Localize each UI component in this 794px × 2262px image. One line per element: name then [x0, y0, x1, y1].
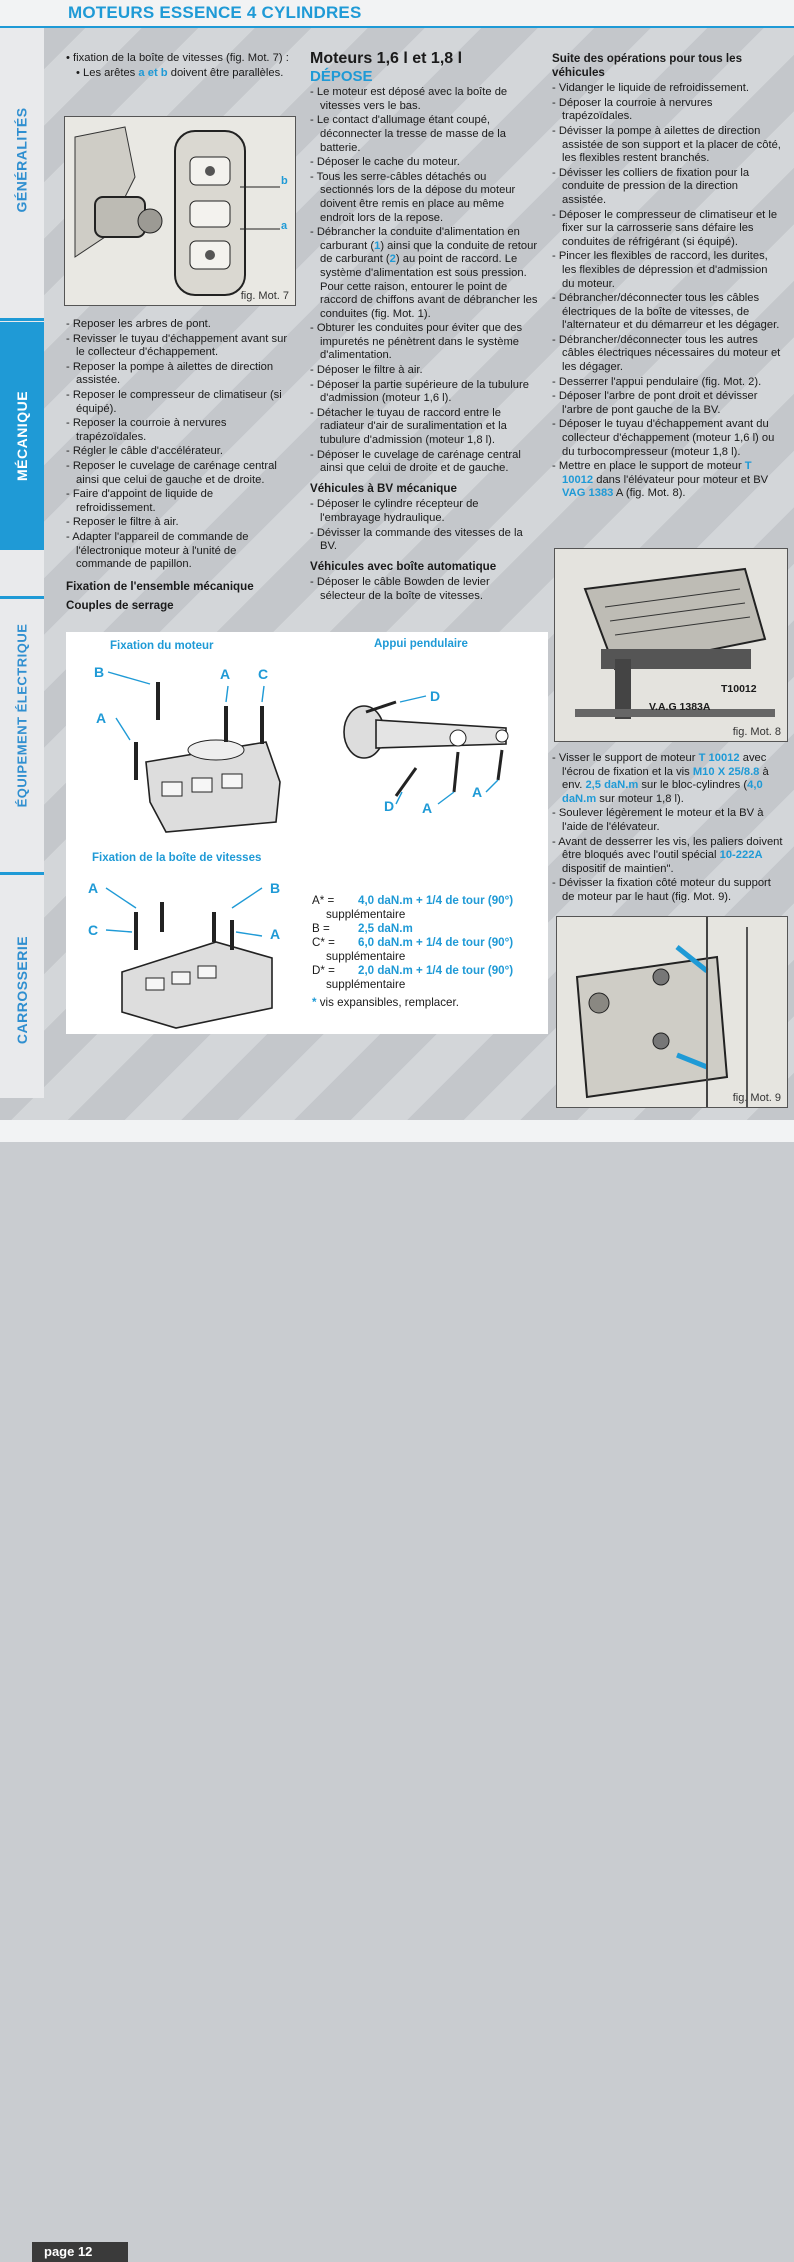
list-item: - Reposer les arbres de pont.	[66, 318, 294, 332]
list-item: - Adapter l'appareil de commande de l'électronique moteur à l'unité de commande de papillon.	[66, 531, 294, 572]
list-item: - Déposer la courroie à nervures trapézoïdales.	[552, 97, 782, 124]
list-item: - Déposer le tuyau d'échappement avant du collecteur d'échappement (moteur 1,6 l) ou du turbocompresseur (moteur 1,8 l).	[552, 418, 782, 459]
list-item: - Reposer le cuvelage de carénage central ainsi que celui de gauche et de droite.	[66, 460, 294, 487]
sub-bullet-aretes: • Les arêtes a et b doivent être parallèles.	[66, 67, 294, 81]
list-item: - Tous les serre-câbles détachés ou sectionnés lors de la dépose du moteur doivent être remis en place au même endroit lors de la repose.	[310, 171, 538, 225]
heading-suite-operations: Suite des opérations pour tous les véhicules	[552, 52, 743, 79]
torque-list: A* = 4,0 daN.m + 1/4 de tour (90°) supplémentaire B = 2,5 daN.m C* = 6,0 daN.m + 1/4 de tour (90°) supplémentaire D* = 2,0 daN.m + 1/4 de tour (90°) supplémentaire * vis expansibles, remplacer.	[312, 894, 540, 1010]
torque-row-d: D* = 2,0 daN.m + 1/4 de tour (90°)	[312, 964, 514, 977]
column-3-lower	[552, 752, 784, 906]
tab-divider	[0, 318, 44, 321]
list-item: - Déposer le cylindre récepteur de l'embrayage hydraulique.	[310, 498, 538, 525]
list-item: - Vidanger le liquide de refroidissement.	[552, 82, 782, 96]
torque-row-b: B = 2,5 daN.m	[312, 922, 413, 935]
page-number: page 12	[32, 2242, 128, 2262]
fig8-label-vag: V.A.G 1383A	[649, 701, 711, 713]
section-subtitle-depose: DÉPOSE	[310, 67, 373, 85]
list-item-visser: - Visser le support de moteur T 10012 avec l'écrou de fixation et la vis M10 X 25/8.8 à env. 2,5 daN.m sur le bloc-cylindres (4,0 daN.m sur moteur 1,8 l).	[552, 752, 784, 806]
list-item: - Déposer le câble Bowden de levier sélecteur de la boîte de vitesses.	[310, 576, 538, 603]
section-title-moteurs: Moteurs 1,6 l et 1,8 l	[310, 50, 463, 67]
torque-note: * vis expansibles, remplacer.	[312, 996, 459, 1009]
list-item: - Desserrer l'appui pendulaire (fig. Mot. 2).	[552, 376, 782, 390]
bullet-fixation: • fixation de la boîte de vitesses (fig. Mot. 7) :	[66, 52, 294, 66]
fig7-label-a: a	[281, 220, 288, 232]
callout-a: A	[270, 926, 281, 942]
list-item-support: - Mettre en place le support de moteur T 10012 dans l'élévateur pour moteur et BV VAG 1383 A (fig. Mot. 8).	[552, 460, 782, 501]
list-item: - Débrancher/déconnecter tous les autres câbles électriques nécessaires du moteur et les dégager.	[552, 334, 782, 375]
callout-a: A	[88, 880, 99, 896]
list-item: - Déposer la partie supérieure de la tubulure d'admission (moteur 1,6 l).	[310, 379, 538, 406]
list-item-fuel: - Débrancher la conduite d'alimentation en carburant (1) ainsi que la conduite de retour de carburant (2) au point de raccord. Le système d'alimentation est sous pression. Pour cette raison, entourer le point de raccord de chiffons avant de débrancher les conduites (fig. Mot. 1).	[310, 226, 538, 321]
tab-generalites[interactable]: GÉNÉRALITÉS	[14, 107, 31, 213]
list-item-paliers: - Avant de desserrer les vis, les paliers doivent être bloqués avec l'outil spécial 10-222A dispositif de maintien".	[552, 836, 784, 877]
list-item: - Déposer le compresseur de climatiseur et le fixer sur la carrosserie sans défaire les conduites de réfrigérant (si équipé).	[552, 209, 782, 250]
header	[0, 0, 794, 26]
list-item: - Reposer la pompe à ailettes de direction assistée.	[66, 361, 294, 388]
callout-a: A	[472, 784, 483, 800]
list-item: - Reposer la courroie à nervures trapézoïdales.	[66, 417, 294, 444]
tab-equipement-electrique[interactable]: ÉQUIPEMENT ÉLECTRIQUE	[14, 623, 30, 807]
fig9-caption: fig. Mot. 9	[732, 1092, 781, 1104]
list-item: - Régler le câble d'accélérateur.	[66, 445, 294, 459]
callout-a: A	[96, 710, 107, 726]
torque-row-a: A* = 4,0 daN.m + 1/4 de tour (90°)	[312, 894, 514, 907]
tab-divider	[0, 596, 44, 599]
callout-d: D	[430, 688, 441, 704]
heading-bv-mecanique: Véhicules à BV mécanique	[310, 481, 457, 495]
torque-row-c: C* = 6,0 daN.m + 1/4 de tour (90°)	[312, 936, 514, 949]
tab-divider	[0, 872, 44, 875]
panel-title-fixation-moteur: Fixation du moteur	[110, 640, 214, 652]
mount-bolts-illustration	[557, 917, 787, 1107]
list-item: - Détacher le tuyau de raccord entre le radiateur d'air de suralimentation et la tubulure d'admission (moteur 1,8 l).	[310, 407, 538, 448]
list-item: - Reposer le filtre à air.	[66, 516, 294, 530]
list-item: - Débrancher/déconnecter tous les câbles électriques de la boîte de vitesses, de l'alternateur et du démarreur et les dégager.	[552, 292, 782, 333]
list-item: - Dévisser les colliers de fixation pour la conduite de pression de la direction assistée.	[552, 167, 782, 208]
list-item: - Dévisser la fixation côté moteur du support de moteur par le haut (fig. Mot. 9).	[552, 877, 784, 904]
fig8-caption: fig. Mot. 8	[732, 726, 781, 738]
list-item: - Déposer le cache du moteur.	[310, 156, 538, 170]
heading-fixation-ensemble: Fixation de l'ensemble mécanique	[66, 579, 254, 593]
panel-title-fixation-bv: Fixation de la boîte de vitesses	[92, 852, 262, 864]
column-1	[66, 52, 294, 81]
list-item: - Déposer l'arbre de pont droit et dévisser l'arbre de pont gauche de la BV.	[552, 390, 782, 417]
callout-b: B	[270, 880, 281, 896]
gearbox-mount-illustration	[65, 117, 295, 305]
list-item: - Revisser le tuyau d'échappement avant sur le collecteur d'échappement.	[66, 333, 294, 360]
list-item: - Déposer le cuvelage de carénage central ainsi que celui de droite et de gauche.	[310, 449, 538, 476]
fig8-label-t10012: T10012	[721, 683, 757, 695]
header-rule	[0, 26, 794, 28]
callout-a: A	[220, 666, 231, 682]
fig7-caption: fig. Mot. 7	[240, 290, 289, 302]
list-item: - Faire d'appoint de liquide de refroidissement.	[66, 488, 294, 515]
figure-mot-8	[554, 548, 788, 742]
list-item: - Déposer le filtre à air.	[310, 364, 538, 378]
tab-carrosserie[interactable]: CARROSSERIE	[14, 935, 30, 1045]
heading-couples-serrage: Couples de serrage	[66, 599, 174, 613]
callout-a: A	[422, 800, 433, 816]
callout-c: C	[258, 666, 269, 682]
figure-mot-9	[556, 916, 788, 1108]
heading-boite-auto: Véhicules avec boîte automatique	[310, 559, 497, 573]
callout-d: D	[384, 798, 395, 814]
list-item: - Reposer le compresseur de climatiseur (si équipé).	[66, 389, 294, 416]
page-title: MOTEURS ESSENCE 4 CYLINDRES	[68, 3, 362, 22]
list-item: - Pincer les flexibles de raccord, les durites, les flexibles de dépression et d'admission du moteur.	[552, 250, 782, 291]
list-item: - Le moteur est déposé avec la boîte de vitesses vers le bas.	[310, 86, 538, 113]
list-item: - Obturer les conduites pour éviter que des impuretés ne pénètrent dans le système d'alimentation.	[310, 322, 538, 363]
tab-mecanique[interactable]: MÉCANIQUE	[0, 322, 44, 550]
list-item: - Soulever légèrement le moteur et la BV à l'aide de l'élévateur.	[552, 807, 784, 834]
list-item: - Dévisser la pompe à ailettes de direction assistée de son support et la placer de côté, les flexibles restent branchés.	[552, 125, 782, 166]
callout-c: C	[88, 922, 99, 938]
fig7-label-b: b	[281, 175, 288, 187]
list-item: - Le contact d'allumage étant coupé, déconnecter la tresse de masse de la batterie.	[310, 114, 538, 155]
callout-b: B	[94, 664, 105, 680]
list-item: - Dévisser la commande des vitesses de la BV.	[310, 527, 538, 554]
column-2	[310, 52, 538, 605]
column-3	[552, 52, 782, 502]
figure-mot-7	[64, 116, 296, 306]
panel-title-appui-pendulaire: Appui pendulaire	[374, 638, 468, 650]
column-1-repose	[66, 318, 294, 616]
